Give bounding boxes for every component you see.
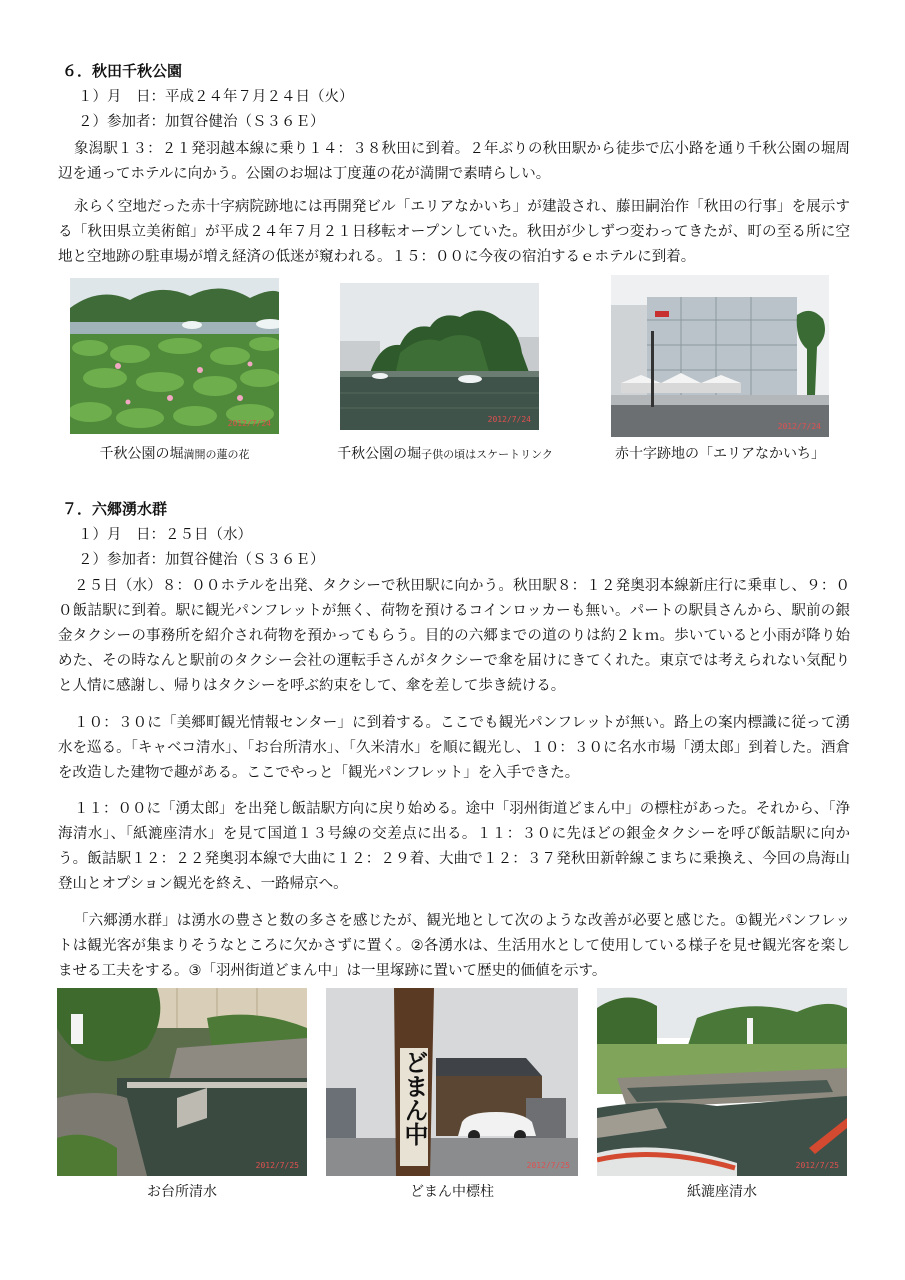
caption-small: 満開の蓮の花 <box>183 448 250 461</box>
section-7-paragraph-1: ２５日（水）８：００ホテルを出発、タクシーで秋田駅に向かう。秋田駅８：１２発奥羽本線新庄行に乗車し、９：００飯詰駅に到着。駅に観光パンフレットが無く、荷物を預けるコインロッカーも無い。パートの駅員さんから、駅前の銀金タクシーの事務所を紹介され荷物を預かってもらう。目的の六郷までの道のりは約２ｋｍ。歩いていると小雨が降り始めた、その時なんと駅前のタクシー会社の運転手さんがタクシーで傘を届けにきてくれた。東京では考えられない気配りと人情に感謝し、帰りはタクシーを呼ぶ約束をして、傘を差して歩き続ける。 <box>58 578 850 694</box>
photo-date-stamp: 2012/7/25 <box>255 1161 299 1170</box>
pillar-sign-text: どまん中 <box>400 1050 428 1146</box>
photo-odaidokoro-shimizu <box>57 988 307 1176</box>
section-6-paragraph-2: 永らく空地だった赤十字病院跡地には再開発ビル「エリアなかいち」が建設され、藤田嗣治作「秋田の行事」を展示する「秋田県立美術館」が平成２４年７月２１日移転オープンしていた。秋田が少しずつ変わってきたが、町の至る所に空地と空地跡の駐車場が増え経済の低迷が窺われる。１５：００に今夜の宿泊するｅホテルに到着。 <box>58 199 850 265</box>
caption-main: 千秋公園の堀 <box>99 446 184 462</box>
caption-small: 子供の頃はスケートリンク <box>421 448 553 461</box>
caption-area-nakaichi: 赤十字跡地の「エリアなかいち」 <box>615 446 825 462</box>
caption-lotus-moat <box>70 444 279 465</box>
photo-date-stamp: 2012/7/24 <box>777 422 821 431</box>
photo-lotus-moat <box>70 278 279 434</box>
photo-area-nakaichi <box>611 275 829 437</box>
section-6-date: １）月 日：平成２４年７月２４日（火） <box>78 89 354 105</box>
photo-date-stamp: 2012/7/25 <box>795 1161 839 1170</box>
section-7-paragraph-2: １０：３０に「美郷町観光情報センター」に到着する。ここでも観光パンフレットが無い。路上の案内標識に従って湧水を巡る。「キャベコ清水」、「お台所清水」、「久米清水」を順に観光し、１０：３０に名水市場「湧太郎」到着した。酒倉を改造した建物で趣がある。ここでやっと「観光パンフレット」を入手できた。 <box>58 715 850 781</box>
photo-kamisukiza-shimizu <box>597 988 847 1176</box>
section-7-paragraph-3: １１：００に「湧太郎」を出発し飯詰駅方向に戻り始める。途中「羽州街道どまん中」の標柱があった。それから、「浄海清水」、「紙漉座清水」を見て国道１３号線の交差点に出る。１１：３０に先ほどの銀金タクシーを呼び飯詰駅に向かう。飯詰駅１２：２２発奥羽本線で大曲に１２：２９着、大曲で１２：３７発秋田新幹線こまちに乗換え、今回の鳥海山登山とオプション観光を終え、一路帰京へ。 <box>58 801 850 892</box>
section-6-paragraph-1: 象潟駅１３：２１発羽越本線に乗り１４：３８秋田に到着。２年ぶりの秋田駅から徒歩で広小路を通り千秋公園の堀周辺を通ってホテルに向かう。公園のお堀は丁度蓮の花が満開で素晴らしい。 <box>58 141 850 182</box>
photo-date-stamp: 2012/7/25 <box>526 1161 570 1170</box>
caption-doman-naka-pillar: どまん中標柱 <box>410 1184 494 1200</box>
section-7-paragraph-4: 「六郷湧水群」は湧水の豊さと数の多さを感じたが、観光地として次のような改善が必要と感じた。①観光パンフレットは観光客が集まりそうなところに欠かさずに置く。②各湧水は、生活用水として使用している様子を見せ観光客を楽しませる工夫をする。③「羽州街道どまん中」は一里塚跡に置いて歴史的価値を示す。 <box>58 913 850 979</box>
section-6-participant: ２）参加者：加賀谷健治（Ｓ３６Ｅ） <box>78 114 325 130</box>
section-7-date: １）月 日：２５日（水） <box>78 527 252 543</box>
caption-odaidokoro-shimizu: お台所清水 <box>147 1184 217 1200</box>
photo-doman-naka-pillar <box>326 988 578 1176</box>
section-7-heading: ７．六郷湧水群 <box>62 500 168 518</box>
photo-moat-fountain <box>340 283 539 430</box>
section-7-participant: ２）参加者：加賀谷健治（Ｓ３６Ｅ） <box>78 552 325 568</box>
photo-date-stamp: 2012/7/24 <box>487 415 531 424</box>
caption-kamisukiza-shimizu: 紙漉座清水 <box>687 1184 757 1200</box>
section-6-heading: ６．秋田千秋公園 <box>62 62 183 80</box>
photo-date-stamp: 2012/7/24 <box>227 419 271 428</box>
caption-moat-fountain <box>316 444 574 465</box>
caption-main: 千秋公園の堀 <box>337 446 422 462</box>
